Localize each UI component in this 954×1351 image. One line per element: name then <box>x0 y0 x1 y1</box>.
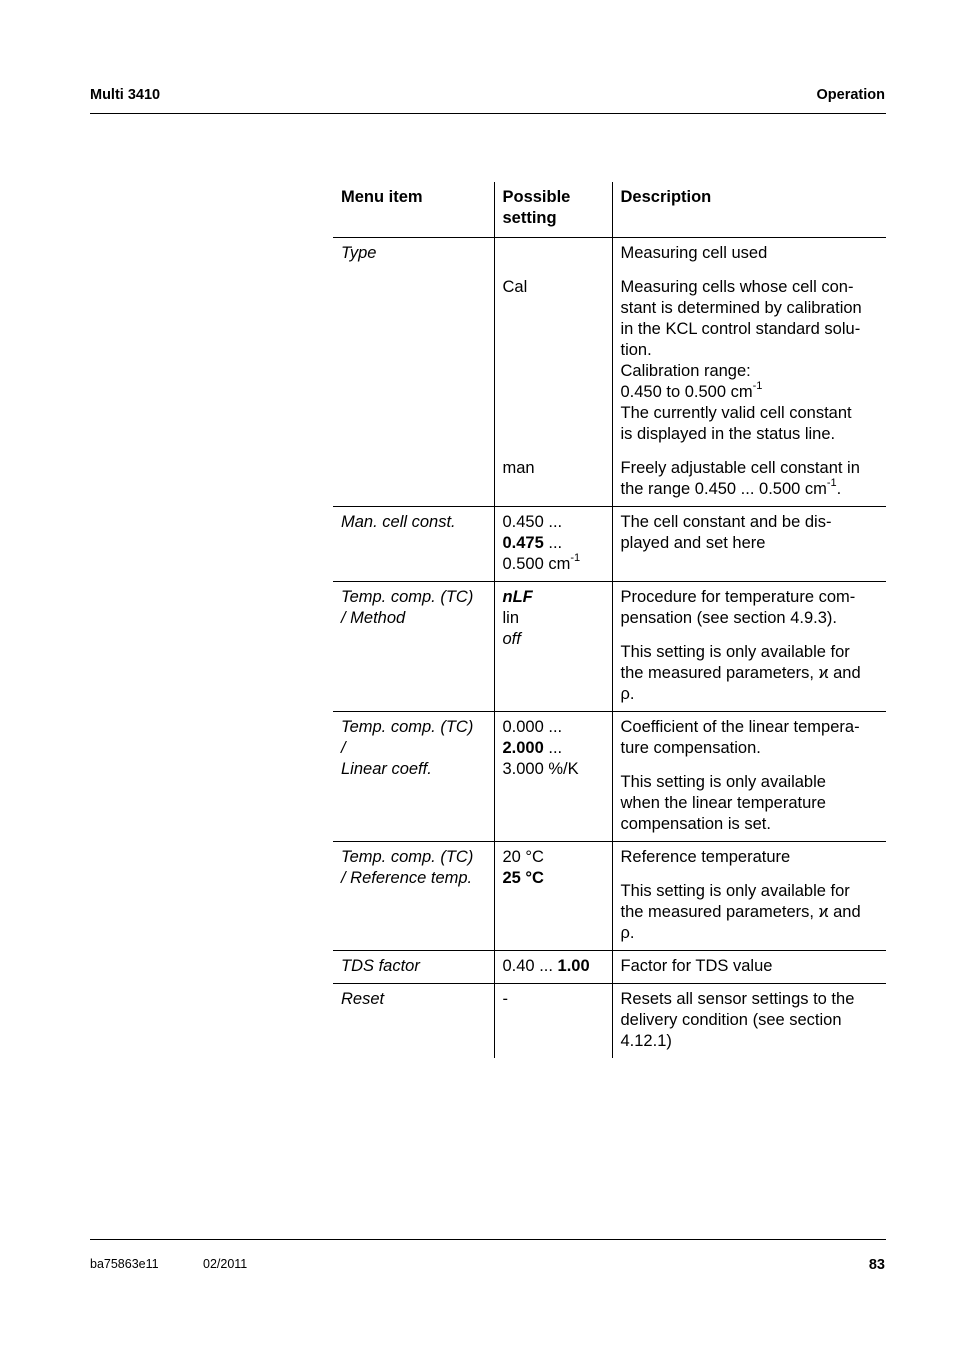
table-row-tds-factor <box>333 951 886 984</box>
desc-line: delivery condition (see section <box>620 1011 842 1029</box>
desc-line: when the linear temperature <box>620 794 826 812</box>
setting-line: 20 °C <box>502 848 544 866</box>
column-header-menu-item: Menu item <box>333 182 494 238</box>
header-section-title: Operation <box>816 87 885 103</box>
table-row-tc-linear-coeff <box>333 712 886 842</box>
description-tc-method <box>612 582 886 712</box>
menu-item-reset: Reset <box>333 984 494 1059</box>
column-header-description: Description <box>612 182 886 238</box>
desc-line: played and set here <box>620 534 766 552</box>
setting-line: 0.450 ... <box>502 513 563 531</box>
description-tc-linear-coeff <box>612 712 886 842</box>
desc-cal-range-text: 0.450 to 0.500 cm <box>620 383 753 401</box>
setting-man-cell-const <box>494 507 612 582</box>
setting-tc-reference-temp <box>494 842 612 951</box>
setting-tds-factor <box>494 951 612 984</box>
desc-line: Coefficient of the linear tempera- <box>620 718 860 736</box>
setting-man: man <box>502 459 535 477</box>
description-man-cell-const <box>612 507 886 582</box>
setting-line: 0.000 ... <box>502 718 563 736</box>
desc-line: Procedure for temperature com- <box>620 588 856 606</box>
setting-default-value: 0.475 <box>502 534 544 552</box>
setting-tc-linear-coeff <box>494 712 612 842</box>
column-header-setting-line2: setting <box>502 209 557 227</box>
desc-line: pensation (see section 4.9.3). <box>620 609 837 627</box>
menu-item-line: Temp. comp. (TC) <box>341 848 474 866</box>
desc-line: This setting is only available for <box>620 643 850 661</box>
desc-line: Resets all sensor settings to the <box>620 990 855 1008</box>
menu-settings-table <box>333 182 886 1058</box>
table-row-man-cell-const <box>333 507 886 582</box>
menu-item-type: Type <box>341 244 377 262</box>
desc-cal-range <box>620 379 879 403</box>
desc-line: ρ. <box>620 924 635 942</box>
setting-default-line <box>503 533 604 554</box>
desc-line: ture compensation. <box>620 739 761 757</box>
menu-item-tc-method <box>333 582 494 712</box>
setting-max-text: 0.500 cm <box>502 555 571 573</box>
superscript: -1 <box>570 551 581 564</box>
setting-default-value: nLF <box>502 588 533 606</box>
menu-item-line: Temp. comp. (TC) <box>341 718 474 736</box>
desc-cal-line: Calibration range: <box>620 362 751 380</box>
desc-man-range-end: . <box>836 480 842 498</box>
desc-line: the measured parameters, ϰ and <box>620 664 861 682</box>
desc-line: This setting is only available <box>620 773 826 791</box>
table-row-tc-method <box>333 582 886 712</box>
menu-item-tc-reference-temp <box>333 842 494 951</box>
desc-line: the measured parameters, ϰ and <box>620 903 861 921</box>
setting-type <box>494 238 612 507</box>
description-reset <box>612 984 886 1059</box>
menu-item-line: Temp. comp. (TC) <box>341 588 474 606</box>
desc-line: ρ. <box>620 685 635 703</box>
setting-line: 3.000 %/K <box>502 760 579 778</box>
header-product-name: Multi 3410 <box>90 87 161 103</box>
desc-line: compensation is set. <box>620 815 771 833</box>
desc-man-range-text: the range 0.450 ... 0.500 cm <box>620 480 827 498</box>
footer-rule <box>90 1239 886 1240</box>
setting-line: lin <box>502 609 520 627</box>
footer-date: 02/2011 <box>203 1257 248 1271</box>
desc-cal-line: is displayed in the status line. <box>620 425 836 443</box>
setting-default-value: 2.000 <box>502 739 544 757</box>
desc-line: Reference temperature <box>620 848 791 866</box>
menu-item-line: / <box>341 739 346 757</box>
setting-ellipsis: ... <box>543 534 563 552</box>
setting-range-start: 0.40 ... <box>502 957 558 975</box>
desc-line: The cell constant and be dis- <box>620 513 832 531</box>
setting-tc-method <box>494 582 612 712</box>
table-header-row <box>333 182 886 238</box>
column-header-setting-line1: Possible <box>502 188 571 206</box>
menu-item-line: / Reference temp. <box>341 869 473 887</box>
footer-document-id: ba75863e11 <box>90 1257 159 1271</box>
superscript: -1 <box>826 476 837 489</box>
description-tc-reference-temp <box>612 842 886 951</box>
setting-default-value: 1.00 <box>557 957 590 975</box>
desc-line: 4.12.1) <box>620 1032 672 1050</box>
menu-item-line: Linear coeff. <box>341 760 432 778</box>
table-row-reset <box>333 984 886 1059</box>
superscript: -1 <box>752 379 763 392</box>
desc-man-line: Freely adjustable cell constant in <box>620 459 860 477</box>
menu-item-tc-linear-coeff <box>333 712 494 842</box>
setting-line: off <box>502 630 521 648</box>
setting-default-line <box>503 738 604 759</box>
desc-cal-line: tion. <box>620 341 652 359</box>
setting-ellipsis: ... <box>543 739 563 757</box>
header-rule <box>90 113 886 114</box>
table-row-tc-reference-temp <box>333 842 886 951</box>
desc-cal-line: The currently valid cell constant <box>620 404 852 422</box>
page-number: 83 <box>868 1257 885 1273</box>
setting-cal: Cal <box>502 278 528 296</box>
setting-reset: - <box>494 984 612 1059</box>
description-tds-factor: Factor for TDS value <box>612 951 886 984</box>
desc-line: This setting is only available for <box>620 882 850 900</box>
menu-item-line: / Method <box>341 609 406 627</box>
desc-cal-line: Measuring cells whose cell con- <box>620 278 854 296</box>
menu-item-tds-factor: TDS factor <box>333 951 494 984</box>
column-header-possible-setting <box>494 182 612 238</box>
description-type <box>612 238 886 507</box>
desc-type-main: Measuring cell used <box>620 244 768 262</box>
desc-cal-line: in the KCL control standard solu- <box>620 320 861 338</box>
menu-item-man-cell-const: Man. cell const. <box>333 507 494 582</box>
desc-cal-line: stant is determined by calibration <box>620 299 862 317</box>
table-row-type <box>333 238 886 507</box>
desc-man-range <box>620 476 879 500</box>
setting-line <box>502 551 604 575</box>
setting-default-value: 25 °C <box>502 869 544 887</box>
